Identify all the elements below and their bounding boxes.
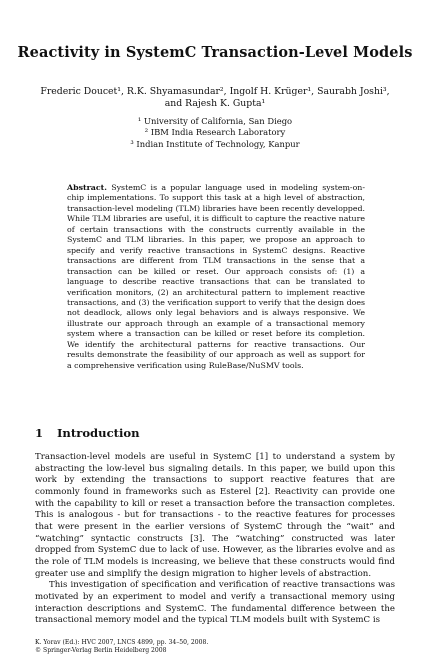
footer-citation: K. Yorav (Ed.): HVC 2007, LNCS 4899, pp. 34–50, 2008. [35,639,209,646]
abstract [67,183,365,371]
affiliation-iit: ³ Indian Institute of Technology, Kanpur [130,138,300,149]
authors-line-1: Frederic Doucet¹, R.K. Shyamasundar², Ingolf H. Krüger¹, Saurabh Joshi³, [40,86,390,97]
paragraph: This investigation of specification and verification of reactive transactions was motivated by an experiment to model and verify a transactional memory using interaction descriptions and SystemC. The fundamental difference between the transactional memory model and the typical TLM models built with SystemC is [35,580,395,626]
abstract-label: Abstract. [67,183,107,192]
introduction-body [35,452,395,627]
section-number: 1 [35,426,44,440]
authors-line-2: and Rajesh K. Gupta¹ [164,98,266,110]
affiliation-list [40,116,390,150]
section-heading-introduction [35,426,140,440]
affiliation-ibm: ² IBM India Research Laboratory [144,127,286,138]
paragraph: Transaction-level models are useful in SystemC [1] to understand a system by abstracting the low-level bus signaling details. In this paper, we build upon this work by extending the transactions to support reactive features that are commonly found in frameworks such as Esterel [2]. Reactivity can provide one with the capability to kill or reset a transaction before the transaction completes. This is analogous - but for transactions - to the reactive features for processes that were present in the earlier versions of SystemC through the “wait” and “watching” syntactic constructs [3]. The “watching” constructed was later dropped from SystemC due to lack of use. However, as the libraries evolve and as the role of TLM models is increasing, we believe that these constructs would find greater use and simplify the design migration to higher levels of abstraction. [35,452,395,579]
page-footer [35,639,395,655]
author-list [40,86,390,111]
section-title: Introduction [57,426,140,440]
abstract-text: SystemC is a popular language used in modeling system-on-chip implementations. To support this task at a high level of abstraction, transaction-level modeling (TLM) libraries have been recently developped. While TLM libraries are useful, it is difficult to capture the reactive nature of certain transactions with the constructs currently available in the SystemC and TLM libraries. In this paper, we propose an approach to specify and verify reactive transactions in SystemC designs. Reactive transactions are different from TLM transactions in the sense that a transaction can be killed or reset. Our approach consists of: (1) a language to describe reactive transactions that can be translated to verification monitors, (2) an architectural pattern to implement reactive transactions, and (3) the verification support to verify that the design does not deadlock, allows only legal behaviors and is always responsive. We illustrate our approach through an example of a transactional memory system where a transaction can be killed or reset before its completion. We identify the architectural patterns for reactive transactions. Our results demonstrate the feasibility of our approach as well as support for a comprehensive verification using RuleBase/NuSMV tools. [67,183,365,370]
footer-copyright: © Springer-Verlag Berlin Heidelberg 2008 [35,647,167,654]
paper-title: Reactivity in SystemC Transaction-Level Models [17,44,413,61]
affiliation-ucsd: ¹ University of California, San Diego [137,116,293,126]
